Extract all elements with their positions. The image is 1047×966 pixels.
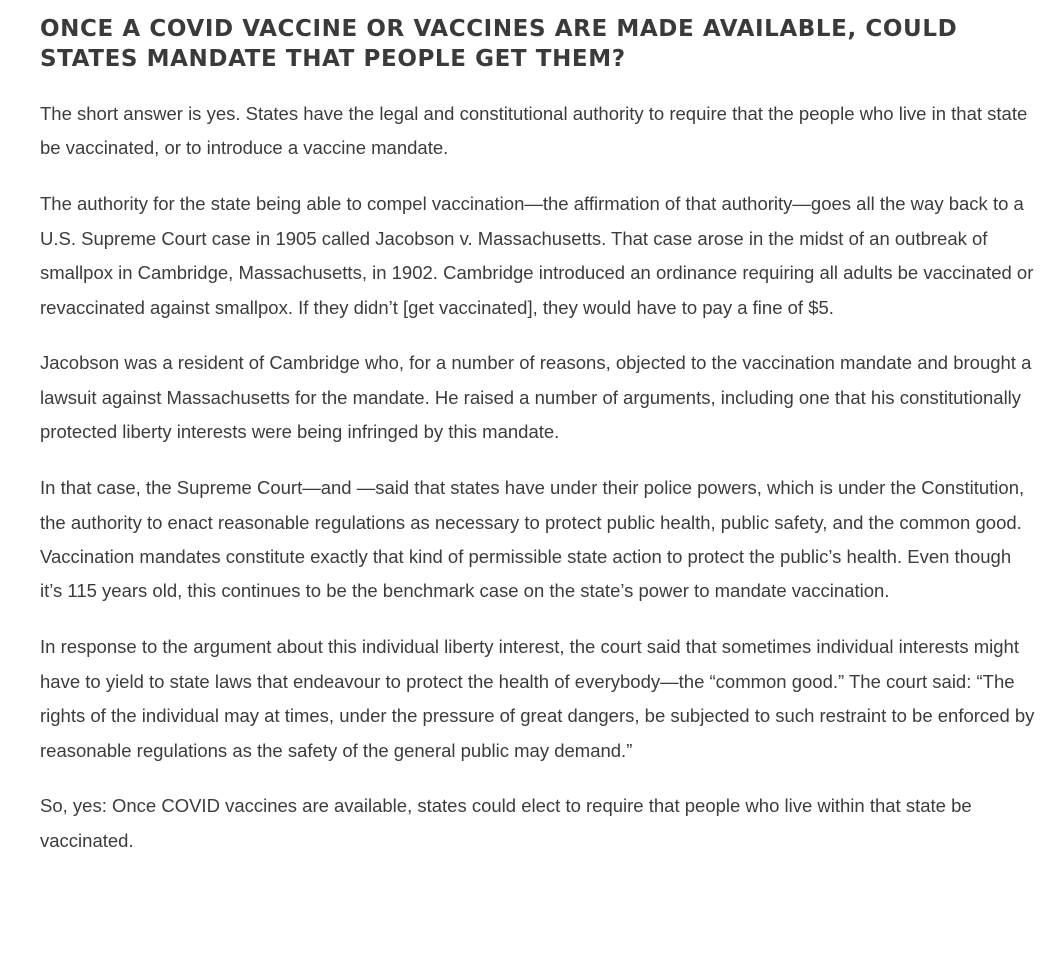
paragraph-short-answer: The short answer is yes. States have the legal and constitutional authority to require that the people who live in that state be vaccinated, or to introduce a vaccine mandate. — [40, 103, 1028, 159]
article — [40, 0, 1035, 858]
paragraph-supreme-court: In that case, the Supreme Court—and —said that states have under their police powers, which is under the Constitution, the authority to enact reasonable regulations as necessary to protect public health, public safety, and the common good. Vaccination mandates constitute exactly that kind of permissible state action to protect the public’s health. Even though it’s 115 years old, this continues to be the benchmark case on the state’s power to mandate vaccination. — [40, 477, 1025, 602]
article-heading: ONCE A COVID VACCINE OR VACCINES ARE MADE AVAILABLE, COULD STATES MANDATE THAT PEOPLE GET THEM? — [40, 16, 958, 72]
paragraph-individual-liberty: In response to the argument about this individual liberty interest, the court said that sometimes individual interests might have to yield to state laws that endeavour to protect the health of everybody—the “common good.” The court said: “The rights of the individual may at times, under the pressure of great dangers, be subjected to such restraint to be enforced by reasonable regulations as the safety of the general public may demand.” — [40, 636, 1035, 761]
paragraph-conclusion: So, yes: Once COVID vaccines are available, states could elect to require that people who live within that state be vaccinated. — [40, 795, 972, 851]
paragraph-authority-history: The authority for the state being able to compel vaccination—the affirmation of that authority—goes all the way back to a U.S. Supreme Court case in 1905 called Jacobson v. Massachusetts. That case arose in the midst of an outbreak of smallpox in Cambridge, Massachusetts, in 1902. Cambridge introduced an ordinance requiring all adults be vaccinated or revaccinated against smallpox. If they didn’t [get vaccinated], they would have to pay a fine of $5. — [40, 193, 1034, 318]
paragraph-jacobson: Jacobson was a resident of Cambridge who, for a number of reasons, objected to the vaccination mandate and brought a lawsuit against Massachusetts for the mandate. He raised a number of arguments, including one that his constitutionally protected liberty interests were being infringed by this mandate. — [40, 352, 1032, 443]
